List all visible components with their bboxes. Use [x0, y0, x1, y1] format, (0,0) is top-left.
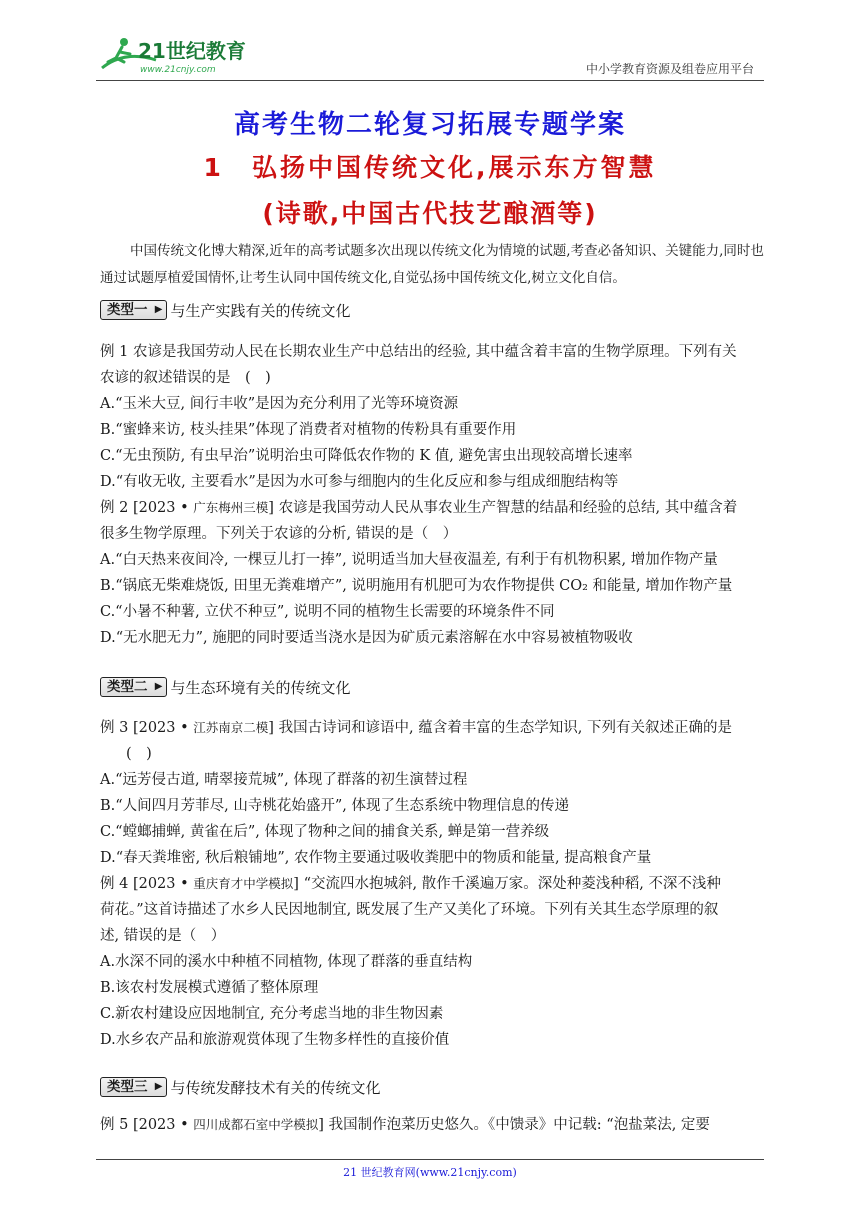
option-b: B.该农村发展模式遵循了整体原理 — [100, 980, 319, 996]
header-divider — [96, 80, 764, 81]
option-c: C.“小暑不种薯, 立伏不种豆”, 说明不同的植物生长需要的环境条件不同 — [100, 604, 555, 620]
option-a: A.“远芳侵古道, 晴翠接荒城”, 体现了群落的初生演替过程 — [100, 772, 468, 788]
option-d: D.“有收无收, 主要看水”是因为水可参与细胞内的生化反应和参与组成细胞结构等 — [100, 474, 619, 490]
question-stem: 例 2 [2023 • 广东梅州三模] 农谚是我国劳动人民从事农业生产智慧的结晶和经验的总结, 其中蕴含着 — [100, 500, 738, 516]
runner-logo-icon — [94, 32, 259, 80]
option-b: B.“人间四月芳菲尽, 山寺桃花始盛开”, 体现了生态系统中物理信息的传递 — [100, 798, 570, 814]
page-title: 高考生物二轮复习拓展专题学案 — [233, 110, 626, 140]
option-a: A.“白天热来夜间冷, 一棵豆儿打一捧”, 说明适当加大昼夜温差, 有利于有机物积累, 增加作物产量 — [100, 552, 718, 568]
option-d: D.水乡农产品和旅游观赏体现了生物多样性的直接价值 — [100, 1032, 450, 1048]
question-stem: 例 3 [2023 • 江苏南京二模] 我国古诗词和谚语中, 蕴含着丰富的生态学知识, 下列有关叙述正确的是 — [100, 720, 732, 736]
option-a: A.水深不同的溪水中种植不同植物, 体现了群落的垂直结构 — [100, 954, 473, 970]
question-source: 广东梅州三模 — [193, 500, 269, 515]
type-heading-1 — [100, 298, 351, 322]
question-3 — [100, 715, 764, 871]
type-badge: 类型二 ▶ — [100, 677, 167, 697]
option-b: B.“锅底无柴难烧饭, 田里无粪难增产”, 说明施用有机肥可为农作物提供 CO₂ 和能量, 增加作物产量 — [100, 578, 733, 594]
platform-name: 中小学教育资源及组卷应用平台 — [585, 62, 754, 76]
option-d: D.“春天粪堆密, 秋后粮铺地”, 农作物主要通过吸收粪肥中的物质和能量, 提高粮食产量 — [100, 850, 652, 866]
question-stem-cont: 述, 错误的是（ ） — [100, 928, 226, 944]
option-c: C.新农村建设应因地制宜, 充分考虑当地的非生物因素 — [100, 1006, 444, 1022]
footer-link[interactable]: 21 世纪教育网(www.21cnjy.com) — [343, 1166, 517, 1179]
type-title: 与生产实践有关的传统文化 — [170, 301, 351, 320]
question-stem-cont: ( ) — [126, 746, 152, 762]
footer-divider — [96, 1159, 764, 1160]
question-stem: 例 5 [2023 • 四川成都石室中学模拟] 我国制作泡菜历史悠久。《中馈录》中记载: “泡盐菜法, 定要 — [100, 1117, 710, 1133]
intro-paragraph: 中国传统文化博大精深,近年的高考试题多次出现以传统文化为情境的试题,考查必备知识、关键能力,同时也通过试题厚植爱国情怀,让考生认同中国传统文化,自觉弘扬中国传统文化,树立文化自信。 — [100, 243, 764, 286]
site-logo[interactable] — [94, 32, 259, 80]
question-source: 重庆育才中学模拟 — [193, 876, 294, 891]
svg-text:www.21cnjy.com: www.21cnjy.com — [140, 65, 216, 75]
type-title: 与生态环境有关的传统文化 — [170, 678, 351, 697]
question-stem: 例 1 农谚是我国劳动人民在长期农业生产中总结出的经验, 其中蕴含着丰富的生物学原理。下列有关 — [100, 344, 737, 360]
question-stem-cont: 农谚的叙述错误的是 ( ) — [100, 370, 271, 386]
option-c: C.“无虫预防, 有虫早治”说明治虫可降低农作物的 K 值, 避免害虫出现较高增长速率 — [100, 448, 633, 464]
type-heading-3 — [100, 1075, 381, 1099]
svg-text:21世纪教育: 21世纪教育 — [138, 39, 246, 63]
question-stem-cont: 荷花。”这首诗描述了水乡人民因地制宜, 既发展了生产又美化了环境。下列有关其生态学原理的叙 — [100, 902, 719, 918]
subtitle-paren: (诗歌,中国古代技艺酿酒等) — [262, 199, 598, 228]
question-source: 四川成都石室中学模拟 — [193, 1117, 319, 1132]
question-1 — [100, 339, 764, 495]
question-5 — [100, 1112, 764, 1138]
option-b: B.“蜜蜂来访, 枝头挂果”体现了消费者对植物的传粉具有重要作用 — [100, 422, 517, 438]
question-4 — [100, 871, 764, 1053]
option-d: D.“无水肥无力”, 施肥的同时要适当浇水是因为矿质元素溶解在水中容易被植物吸收 — [100, 630, 633, 646]
type-title: 与传统发酵技术有关的传统文化 — [170, 1078, 381, 1097]
question-stem: 例 4 [2023 • 重庆育才中学模拟] “交流四水抱城斜, 散作千溪遍万家。深处种菱浅种稻, 不深不浅种 — [100, 876, 721, 892]
question-stem-cont: 很多生物学原理。下列关于农谚的分析, 错误的是（ ） — [100, 526, 458, 542]
type-badge: 类型一 ▶ — [100, 300, 167, 320]
option-a: A.“玉米大豆, 间行丰收”是因为充分利用了光等环境资源 — [100, 396, 459, 412]
option-c: C.“螳螂捕蝉, 黄雀在后”, 体现了物种之间的捕食关系, 蝉是第一营养级 — [100, 824, 550, 840]
type-heading-2 — [100, 675, 351, 699]
question-2 — [100, 495, 764, 651]
question-source: 江苏南京二模 — [193, 720, 269, 735]
subtitle: 1 弘扬中国传统文化,展示东方智慧 — [203, 153, 657, 182]
type-badge: 类型三 ▶ — [100, 1077, 167, 1097]
